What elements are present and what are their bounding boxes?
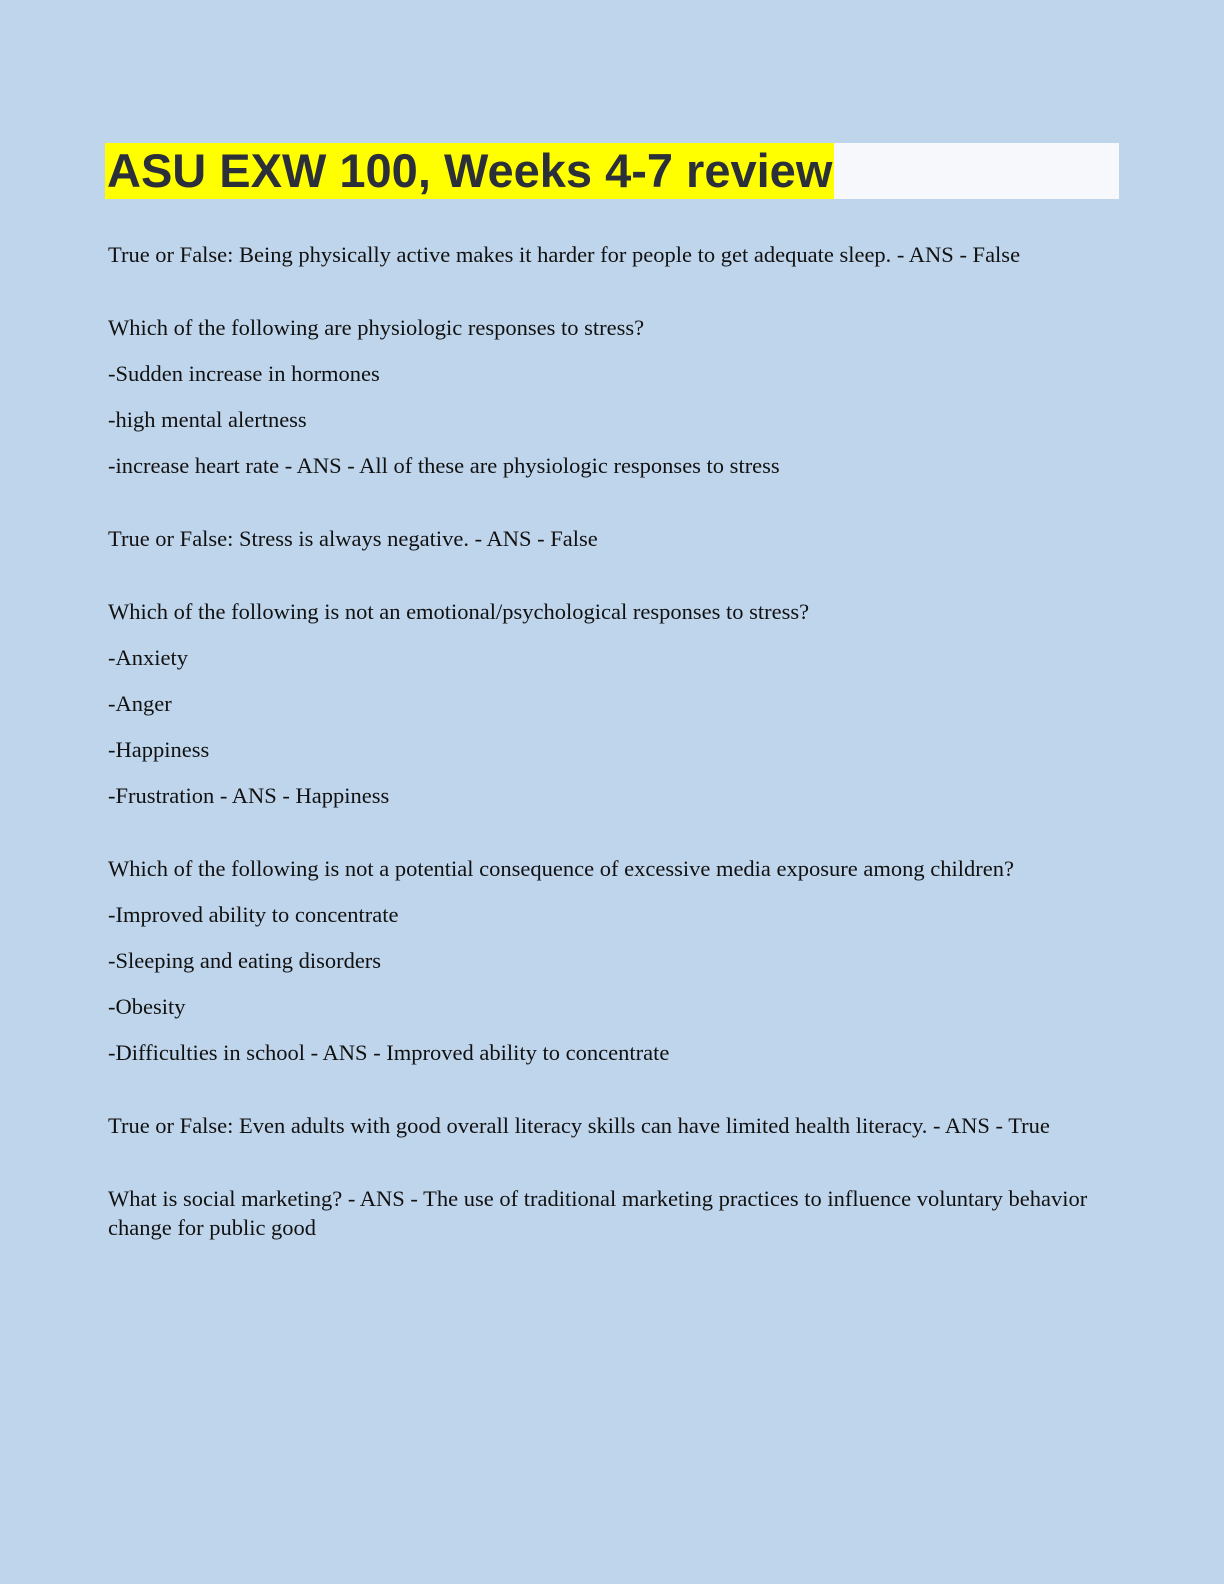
qa-line: True or False: Stress is always negative. - ANS - False (108, 526, 598, 551)
title-band (105, 143, 1119, 199)
qa-option: -high mental alertness (108, 407, 307, 432)
qa-option: -Obesity (108, 994, 186, 1019)
qa-option: -Sleeping and eating disorders (108, 948, 382, 973)
qa-question: Which of the following is not a potential consequence of excessive media exposure among children? (108, 856, 1014, 881)
qa-option-answer: -Frustration - ANS - Happiness (108, 783, 390, 808)
qa-item-5 (108, 854, 1108, 1067)
qa-item-3 (108, 524, 1108, 553)
qa-option: -Anger (108, 691, 172, 716)
qa-item-2 (108, 313, 1108, 480)
qa-line: What is social marketing? - ANS - The use of traditional marketing practices to influence voluntary behavior change for public good (108, 1186, 1088, 1240)
qa-option-answer: -increase heart rate - ANS - All of these are physiologic responses to stress (108, 453, 780, 478)
qa-line: True or False: Being physically active makes it harder for people to get adequate sleep. - ANS - False (108, 242, 1021, 267)
qa-item-4 (108, 597, 1108, 810)
qa-option: -Anxiety (108, 645, 188, 670)
qa-item-7 (108, 1184, 1108, 1242)
qa-option-answer: -Difficulties in school - ANS - Improved ability to concentrate (108, 1040, 670, 1065)
qa-question: Which of the following are physiologic responses to stress? (108, 315, 645, 340)
qa-item-1 (108, 240, 1108, 269)
document-title: ASU EXW 100, Weeks 4-7 review (107, 144, 833, 197)
qa-line: True or False: Even adults with good overall literacy skills can have limited health literacy. - ANS - True (108, 1113, 1050, 1138)
qa-content (108, 240, 1108, 1286)
qa-option: -Improved ability to concentrate (108, 902, 399, 927)
qa-option: -Sudden increase in hormones (108, 361, 380, 386)
qa-question: Which of the following is not an emotional/psychological responses to stress? (108, 599, 810, 624)
qa-item-6 (108, 1111, 1108, 1140)
qa-option: -Happiness (108, 737, 210, 762)
